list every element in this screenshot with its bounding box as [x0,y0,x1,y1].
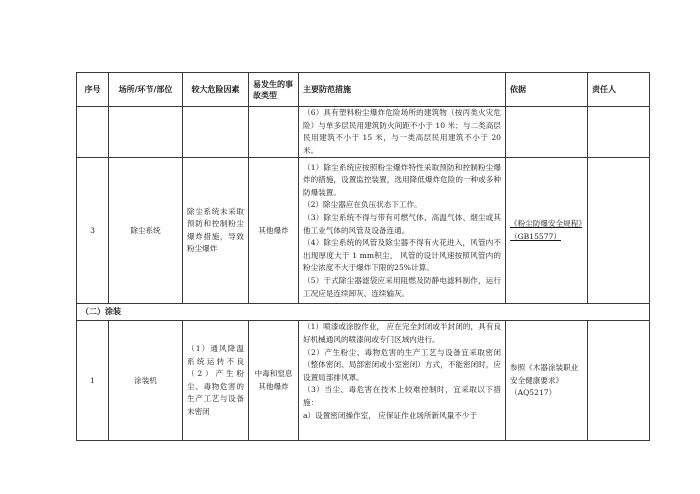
header-accident-type: 易发生的事故类型 [249,73,299,107]
section-row [77,304,650,321]
measure-item: a）设置密闭操作室， 应保证作业场所新风量不少于 [303,410,478,420]
table-row [77,321,650,441]
accident-type-cell: 其他爆炸 [249,158,299,304]
measures-cell [299,158,506,304]
header-no: 序号 [77,73,109,107]
hazard-cell: 除尘系统未采取预防和控制粉尘爆炸措施，导致粉尘爆炸 [183,158,249,304]
accident-type-line: 中毒和窒息 [254,369,293,379]
header-hazard: 较大危险因素 [183,73,249,107]
measure-item: （6）具有塑料粉尘爆炸危险场所的建筑物（按丙类火灾危险）与单多层民用建筑防火间距不小于 10 米；与二类高层民用建筑不小于 15 米，与一类高层民用建筑不小于 20 米。 [303,108,501,155]
header-place: 场所/环节/部位 [109,73,183,107]
row-number: 3 [77,158,109,304]
measure-item: （2）除尘器应在负压状态下工作。 [303,200,422,210]
table-row [77,107,650,158]
measure-item: （1）喷漆或涂胶作业， 应在完全封闭或半封闭的，具有良好机械通风的喷漆间或专门区域内进行。 [303,322,501,344]
measure-item: （4）除尘系统的风管及除尘器不得有火花进入，风管内不出现厚度大于 1 mm积尘， 风管的设计风速按照风管内的粉尘浓度不大于爆炸下限的25%计算。 [303,238,501,273]
risk-table [76,72,650,441]
header-measures: 主要防范措施 [299,73,506,107]
accident-type-line: 其他爆炸 [258,381,289,391]
measure-item: （5）干式除尘器滤袋应采用阻燃及防静电滤料制作，运行工况应是连续卸灰、连续输灰。 [303,275,501,298]
owner-cell [588,321,650,441]
basis-cell [506,158,588,304]
section-title: （二）涂装 [77,304,650,321]
measure-item: （3）当尘、毒危害在技术上较难控制时，宜采取以下措施： [303,385,501,407]
hazard-cell: （1）通风降温系统运转不良（2）产生粉尘、毒物危害的生产工艺与设备未密闭 [183,321,249,441]
row-number: 1 [77,321,109,441]
header-row [77,73,650,107]
header-owner: 责任人 [588,73,650,107]
basis-text: 《粉尘防爆安全规程》（GB15577） [510,219,583,241]
place-cell: 涂装机 [109,321,183,441]
measure-item: （1）除尘系统应按照粉尘爆炸特性采取预防和控制粉尘爆炸的措施，设置监控装置，选用降低爆炸危险的一种或多种防爆装置。 [303,162,501,197]
place-cell: 除尘系统 [109,158,183,304]
measure-item: （3）除尘系统不得与带有可燃气体、高温气体、烟尘或其他工业气体的风管及设备连通。 [303,212,501,235]
measures-cell [299,107,506,158]
measure-item: （2）产生粉尘、毒物危害的生产工艺与设备宜采取密闭（整体密闭、局部密闭或小室密闭）方式，不能密闭时，应设置局部排风罩。 [303,347,501,382]
measures-cell [299,321,506,441]
owner-cell [588,158,650,304]
basis-cell: 参照《木器涂装职业安全健康要求》（AQ5217） [506,321,588,441]
table-row [77,158,650,304]
header-basis: 依据 [506,73,588,107]
accident-type-cell [249,321,299,441]
